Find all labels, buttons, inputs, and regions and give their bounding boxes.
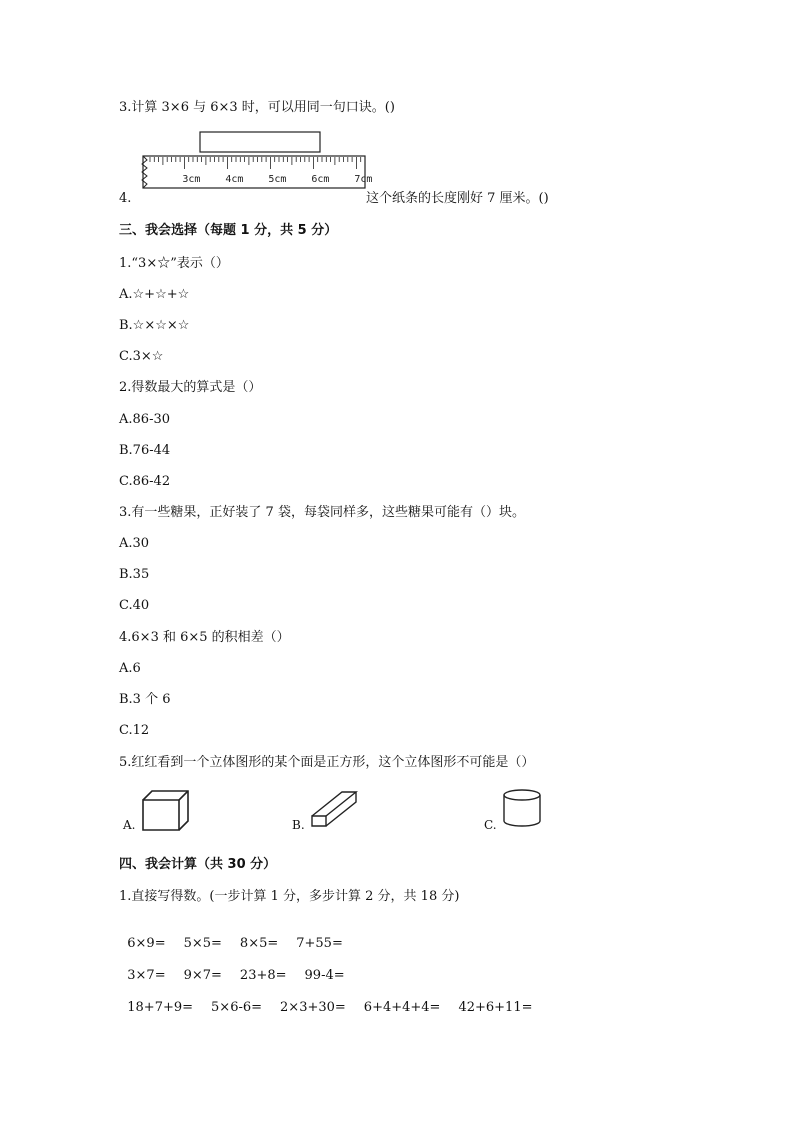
q1-option-b: B.☆×☆×☆: [119, 318, 190, 333]
q3-option-b: B.35: [119, 567, 150, 582]
judge-q4-number: 4.: [119, 191, 132, 206]
calc-row-1: [119, 920, 361, 952]
ruler-label: 5cm: [268, 174, 287, 185]
q5-option-c-label: C.: [484, 818, 497, 832]
q2-stem: 2.得数最大的算式是（）: [119, 380, 262, 395]
section4-q1: 1.直接写得数。(一步计算 1 分，多步计算 2 分，共 18 分): [119, 889, 460, 904]
q3-stem: 3.有一些糖果，正好装了 7 袋，每袋同样多，这些糖果可能有（）块。: [119, 505, 525, 520]
q3-option-c: C.40: [119, 598, 150, 613]
calc-item: 9×7=: [183, 968, 222, 983]
ruler-figure: [140, 130, 373, 192]
calc-item: 6+4+4+4=: [363, 1000, 441, 1015]
q5-shapes: [119, 786, 579, 834]
q1-stem: 1.“3×☆”表示（）: [119, 256, 229, 271]
calc-item: 8×5=: [239, 936, 279, 951]
calc-row-3: [119, 984, 551, 1016]
q1-option-c: C.3×☆: [119, 349, 164, 364]
cube-icon: [139, 788, 191, 832]
q5-stem: 5.红红看到一个立体图形的某个面是正方形，这个立体图形不可能是（）: [119, 755, 535, 770]
q5-option-b-label: B.: [292, 818, 305, 832]
calc-item: 18+7+9=: [127, 1000, 194, 1015]
q4-stem: 4.6×3 和 6×5 的积相差（）: [119, 630, 290, 645]
q2-option-a: A.86-30: [119, 412, 170, 427]
q2-option-b: B.76-44: [119, 443, 171, 458]
cylinder-icon: [501, 788, 543, 830]
ruler-label: 7cm: [354, 174, 373, 185]
section3-title: 三、我会选择（每题 1 分，共 5 分）: [119, 223, 338, 238]
q4-option-c: C.12: [119, 723, 150, 738]
ruler-label: 6cm: [311, 174, 330, 185]
calc-item: 2×3+30=: [280, 1000, 346, 1015]
calc-item: 99-4=: [304, 968, 345, 983]
paper-strip: [200, 132, 320, 152]
ruler-label: 3cm: [182, 174, 201, 185]
calc-item: 5×5=: [183, 936, 222, 951]
calc-item: 23+8=: [239, 968, 287, 983]
q3-option-a: A.30: [119, 536, 150, 551]
ruler-body: [143, 156, 365, 188]
q2-option-c: C.86-42: [119, 474, 171, 489]
ruler-label: 4cm: [225, 174, 244, 185]
calc-item: 3×7=: [127, 968, 166, 983]
ruler-illustration: [140, 130, 373, 192]
calc-item: 42+6+11=: [458, 1000, 533, 1015]
section4-title: 四、我会计算（共 30 分）: [119, 857, 277, 872]
q4-option-b: B.3 个 6: [119, 692, 171, 707]
calc-item: 7+55=: [296, 936, 343, 951]
judge-q4-text: 这个纸条的长度刚好 7 厘米。(): [366, 191, 549, 206]
q5-option-a-label: A.: [123, 818, 136, 832]
calc-item: 6×9=: [127, 936, 166, 951]
judge-q3: 3.计算 3×6 与 6×3 时，可以用同一句口诀。(): [119, 100, 395, 115]
cuboid-icon: [309, 788, 361, 828]
calc-row-2: [119, 952, 363, 984]
calc-item: 5×6-6=: [211, 1000, 263, 1015]
q4-option-a: A.6: [119, 661, 141, 676]
q1-option-a: A.☆+☆+☆: [119, 287, 190, 302]
